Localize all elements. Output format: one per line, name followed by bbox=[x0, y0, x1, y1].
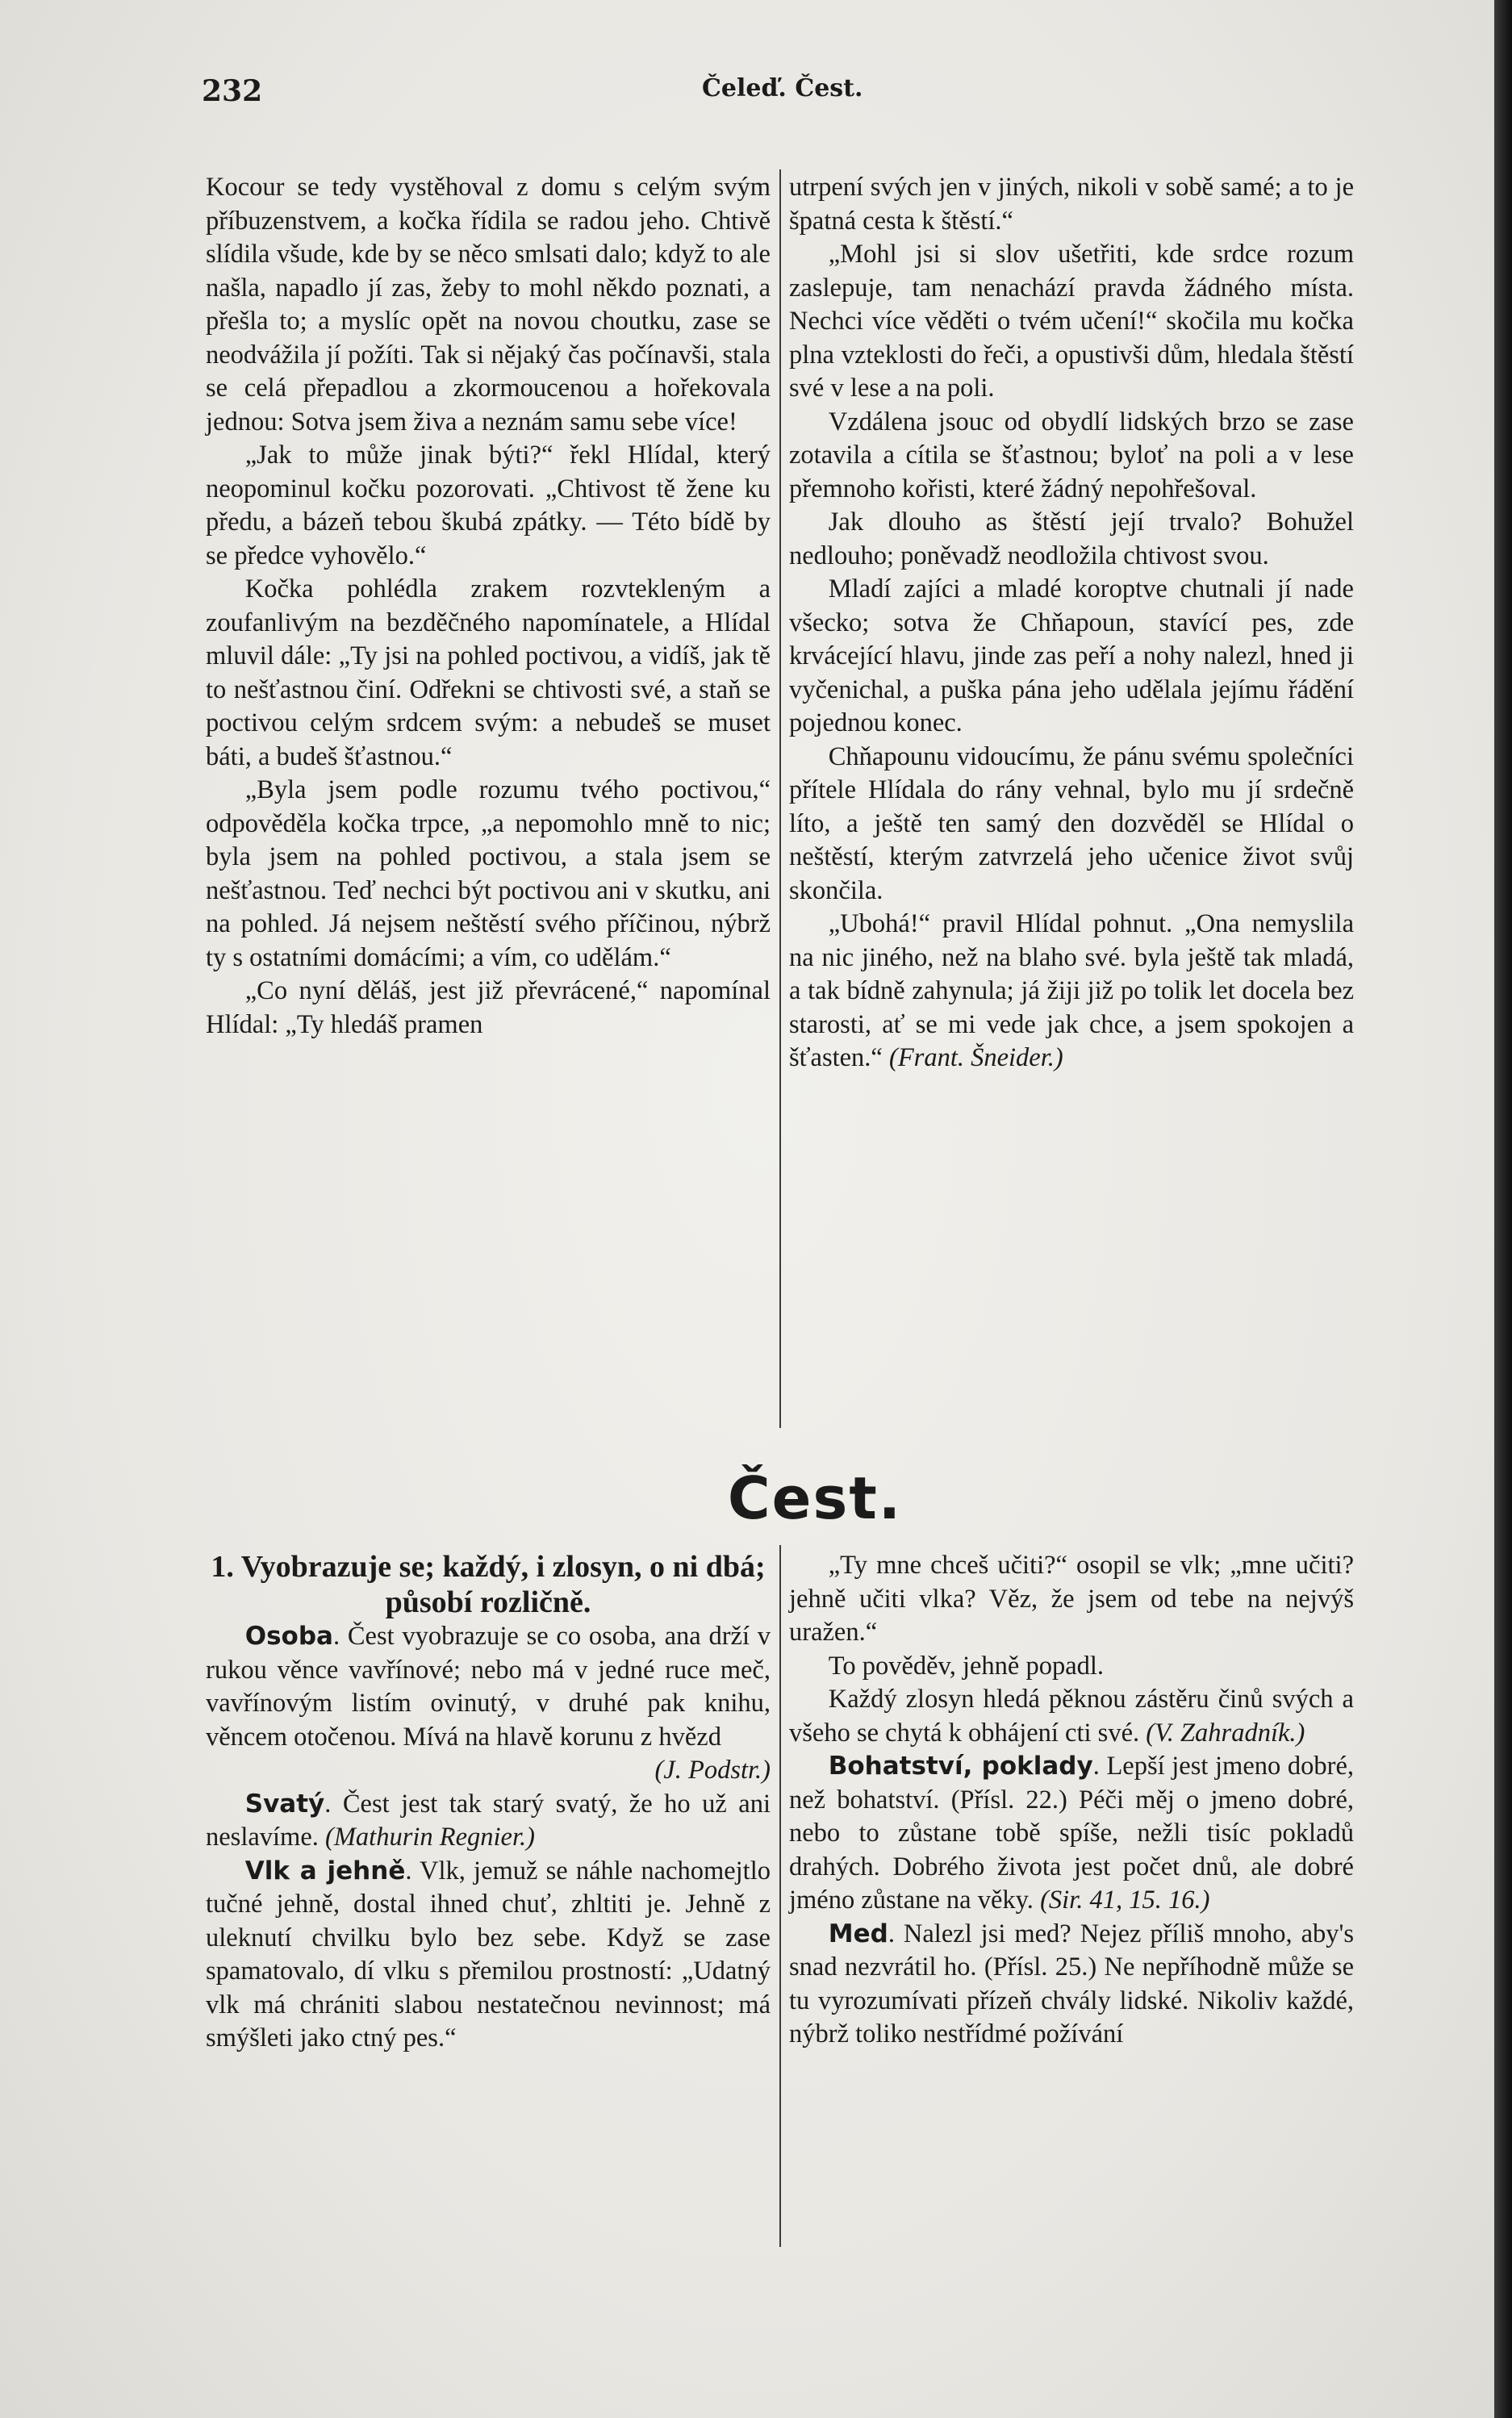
scripture-reference: (Sir. 41, 15. 16.) bbox=[1040, 1886, 1210, 1915]
paragraph: „Mohl jsi si slov ušetřiti, kde srdce rozum zaslepuje, tam nenachází pravda žádného místa. Nechci více věděti o tvém učení!“ skočila mu kočka plna vzteklosti do řeči, a opustivši dům, hledala štěstí své v lese a na poli. bbox=[789, 240, 1354, 403]
paragraph-text: „Ubohá!“ pravil Hlídal pohnut. „Ona nemyslila na nic jiného, než na blaho své. byla ještě tak mladá, a tak bídně zahynula; já žiji již po tolik let docela bez starosti, ať se mi vede jak chce, a jsem spokojen a šťasten.“ bbox=[789, 909, 1354, 1072]
section-title: Čest. bbox=[727, 1464, 903, 1532]
column-2-story bbox=[789, 171, 1354, 1075]
entry-med bbox=[789, 1918, 1354, 2052]
column-3-entries bbox=[206, 1549, 771, 2056]
column-divider-bottom bbox=[779, 1545, 781, 2247]
entry-keyword: Osoba bbox=[244, 1622, 333, 1651]
column-4-entries bbox=[789, 1549, 1354, 2052]
paragraph: „Ty mne chceš učiti?“ osopil se vlk; „mne učiti? jehně učiti vlka? Věz, že jsem od tebe na nejvýš uražen.“ bbox=[789, 1551, 1354, 1647]
author-credit: (Frant. Šneider.) bbox=[889, 1043, 1063, 1072]
entry-keyword: Vlk a jehně bbox=[244, 1856, 406, 1886]
column-1-story bbox=[206, 171, 771, 1042]
author-credit: (Mathurin Regnier.) bbox=[325, 1823, 535, 1852]
running-head: Čeleď. Čest. bbox=[702, 74, 863, 102]
page-header bbox=[202, 74, 1372, 115]
entry-text: . Nalezl jsi med? Nejez příliš mnoho, aby's snad nezvrátil ho. (Přísl. 25.) Ne nepříhodně může se tu vyrozumívati přízeň chvály lidské. Nikoliv každé, nýbrž toliko nestřídmé požívání bbox=[789, 1919, 1354, 2048]
entry-osoba bbox=[206, 1620, 771, 1754]
paragraph: „Co nyní děláš, jest již převrácené,“ napomínal Hlídal: „Ty hledáš pramen bbox=[206, 976, 771, 1039]
paragraph bbox=[789, 1683, 1354, 1750]
entry-keyword: Svatý bbox=[244, 1789, 325, 1819]
entry-vlk-a-jehne bbox=[206, 1855, 771, 2056]
author-credit: (J. Podstr.) bbox=[654, 1756, 771, 1785]
paragraph: Mladí zajíci a mladé koroptve chutnali jí nade všecko; sotva že Chňapoun, stavící pes, zde krvácející hlavu, jinde zas peří a nohy nalezl, hned ji vyčenichal, a puška pána jeho udělala jejímu řádění pojednou konec. bbox=[789, 574, 1354, 737]
paragraph: To pověděv, jehně popadl. bbox=[828, 1651, 1105, 1681]
paragraph: Jak dlouho as štěstí její trvalo? Bohužel nedlouho; poněvadž neodložila chtivost svou. bbox=[789, 507, 1354, 570]
entry-bohatstvi bbox=[789, 1750, 1354, 1918]
entry-svaty bbox=[206, 1788, 771, 1855]
entry-text: . Lepší jest jmeno dobré, než bohatství. (Přísl. 22.) Péči měj o jmeno dobré, nebo to zůstane tobě spíše, nežli tisíc pokladů drahých. Dobrého života jest počet dnů, ale dobré jméno zůstane na věky. bbox=[789, 1752, 1354, 1915]
page-number: 232 bbox=[202, 74, 263, 108]
entry-text: . Čest vyobrazuje se co osoba, ana drží v rukou věnce vavřínové; nebo má v jedné ruce meč, vavřínovým listím ovinutý, v druhé pak knihu, věncem otočenou. Mívá na hlavě korunu z hvězd bbox=[206, 1622, 771, 1752]
paragraph: Kocour se tedy vystěhoval z domu s celým svým příbuzenstvem, a kočka řídila se radou jeho. Chtivě slídila všude, kde by se něco smlsati dalo; když to ale našla, napadlo jí zas, žeby to mohl někdo poznati, a přešla to; a myslíc opět na novou choutku, zase se neodvážila jí požíti. Tak si nějaký čas počínavši, stala se celá přepadlou a zkormoucenou a hořekovala jednou: Sotva jsem živa a neznám samu sebe více! bbox=[206, 173, 771, 436]
column-divider-top bbox=[779, 169, 781, 1428]
page-edge-shadow bbox=[1494, 0, 1512, 2418]
paragraph-text: Každý zlosyn hledá pěknou zástěru činů svých a všeho se chytá k obhájení cti své. bbox=[789, 1685, 1354, 1748]
entry-keyword: Med bbox=[828, 1919, 888, 1948]
paragraph: Kočka pohlédla zrakem rozvtekleným a zoufanlivým na bezděčného napomínatele, a Hlídal mluvil dále: „Ty jsi na pohled poctivou, a vidíš, jak tě to nešťastnou činí. Odřekni se chtivosti své, a staň se poctivou celým srdcem svým: a nebudeš se muset báti, a budeš šťastnou.“ bbox=[206, 574, 771, 771]
paragraph: utrpení svých jen v jiných, nikoli v sobě samé; a to je špatná cesta k štěstí.“ bbox=[789, 173, 1354, 236]
entry-text: . Vlk, jemuž se náhle nachomejtlo tučné jehně, dostal ihned chuť, zhltiti je. Jehně z uleknutí chvilku bylo bez sebe. Když se zase spamatovalo, dí vlku s přemilou prostností: „Udatný vlk má chrániti slabou nestatečnou nevinnost; má smýšleti jako ctný pes.“ bbox=[206, 1856, 771, 2053]
author-credit: (V. Zahradník.) bbox=[1146, 1718, 1305, 1748]
subsection-heading: 1. Vyobrazuje se; každý, i zlosyn, o ni dbá; působí rozličně. bbox=[211, 1550, 766, 1619]
entry-keyword: Bohatství, poklady bbox=[828, 1752, 1093, 1781]
paragraph: „Byla jsem podle rozumu tvého poctivou,“ odpověděla kočka trpce, „a nepomohlo mně to nic; byla jsem na pohled poctivou, a stala jsem se nešťastnou. Teď nechci být poctivou ani v skutku, ani na pohled. Já nejsem neštěstí svého příčinou, nýbrž ty s ostatními domácími; a vím, co udělám.“ bbox=[206, 775, 771, 972]
paragraph: Vzdálena jsouc od obydlí lidských brzo se zase zotavila a cítila se šťastnou; byloť na poli a v lese přemnoho kořisti, které žádný nepohřešoval. bbox=[789, 407, 1354, 503]
paragraph bbox=[789, 908, 1354, 1075]
paragraph: „Jak to může jinak býti?“ řekl Hlídal, který neopominul kočku pozorovati. „Chtivost tě žene ku předu, a bázeň tebou škubá zpátky. — Této bídě by se předce vyhovělo.“ bbox=[206, 441, 771, 570]
entry-text: . Čest jest tak starý svatý, že ho už ani neslavíme. bbox=[206, 1789, 771, 1852]
paragraph: Chňapounu vidoucímu, že pánu svému společníci přítele Hlídala do rány vehnal, bylo mu jí srdečně líto, a ještě ten samý den dozvěděl se Hlídal o neštěstí, kterým zatvrzelá jeho učenice život svůj skončila. bbox=[789, 741, 1354, 905]
